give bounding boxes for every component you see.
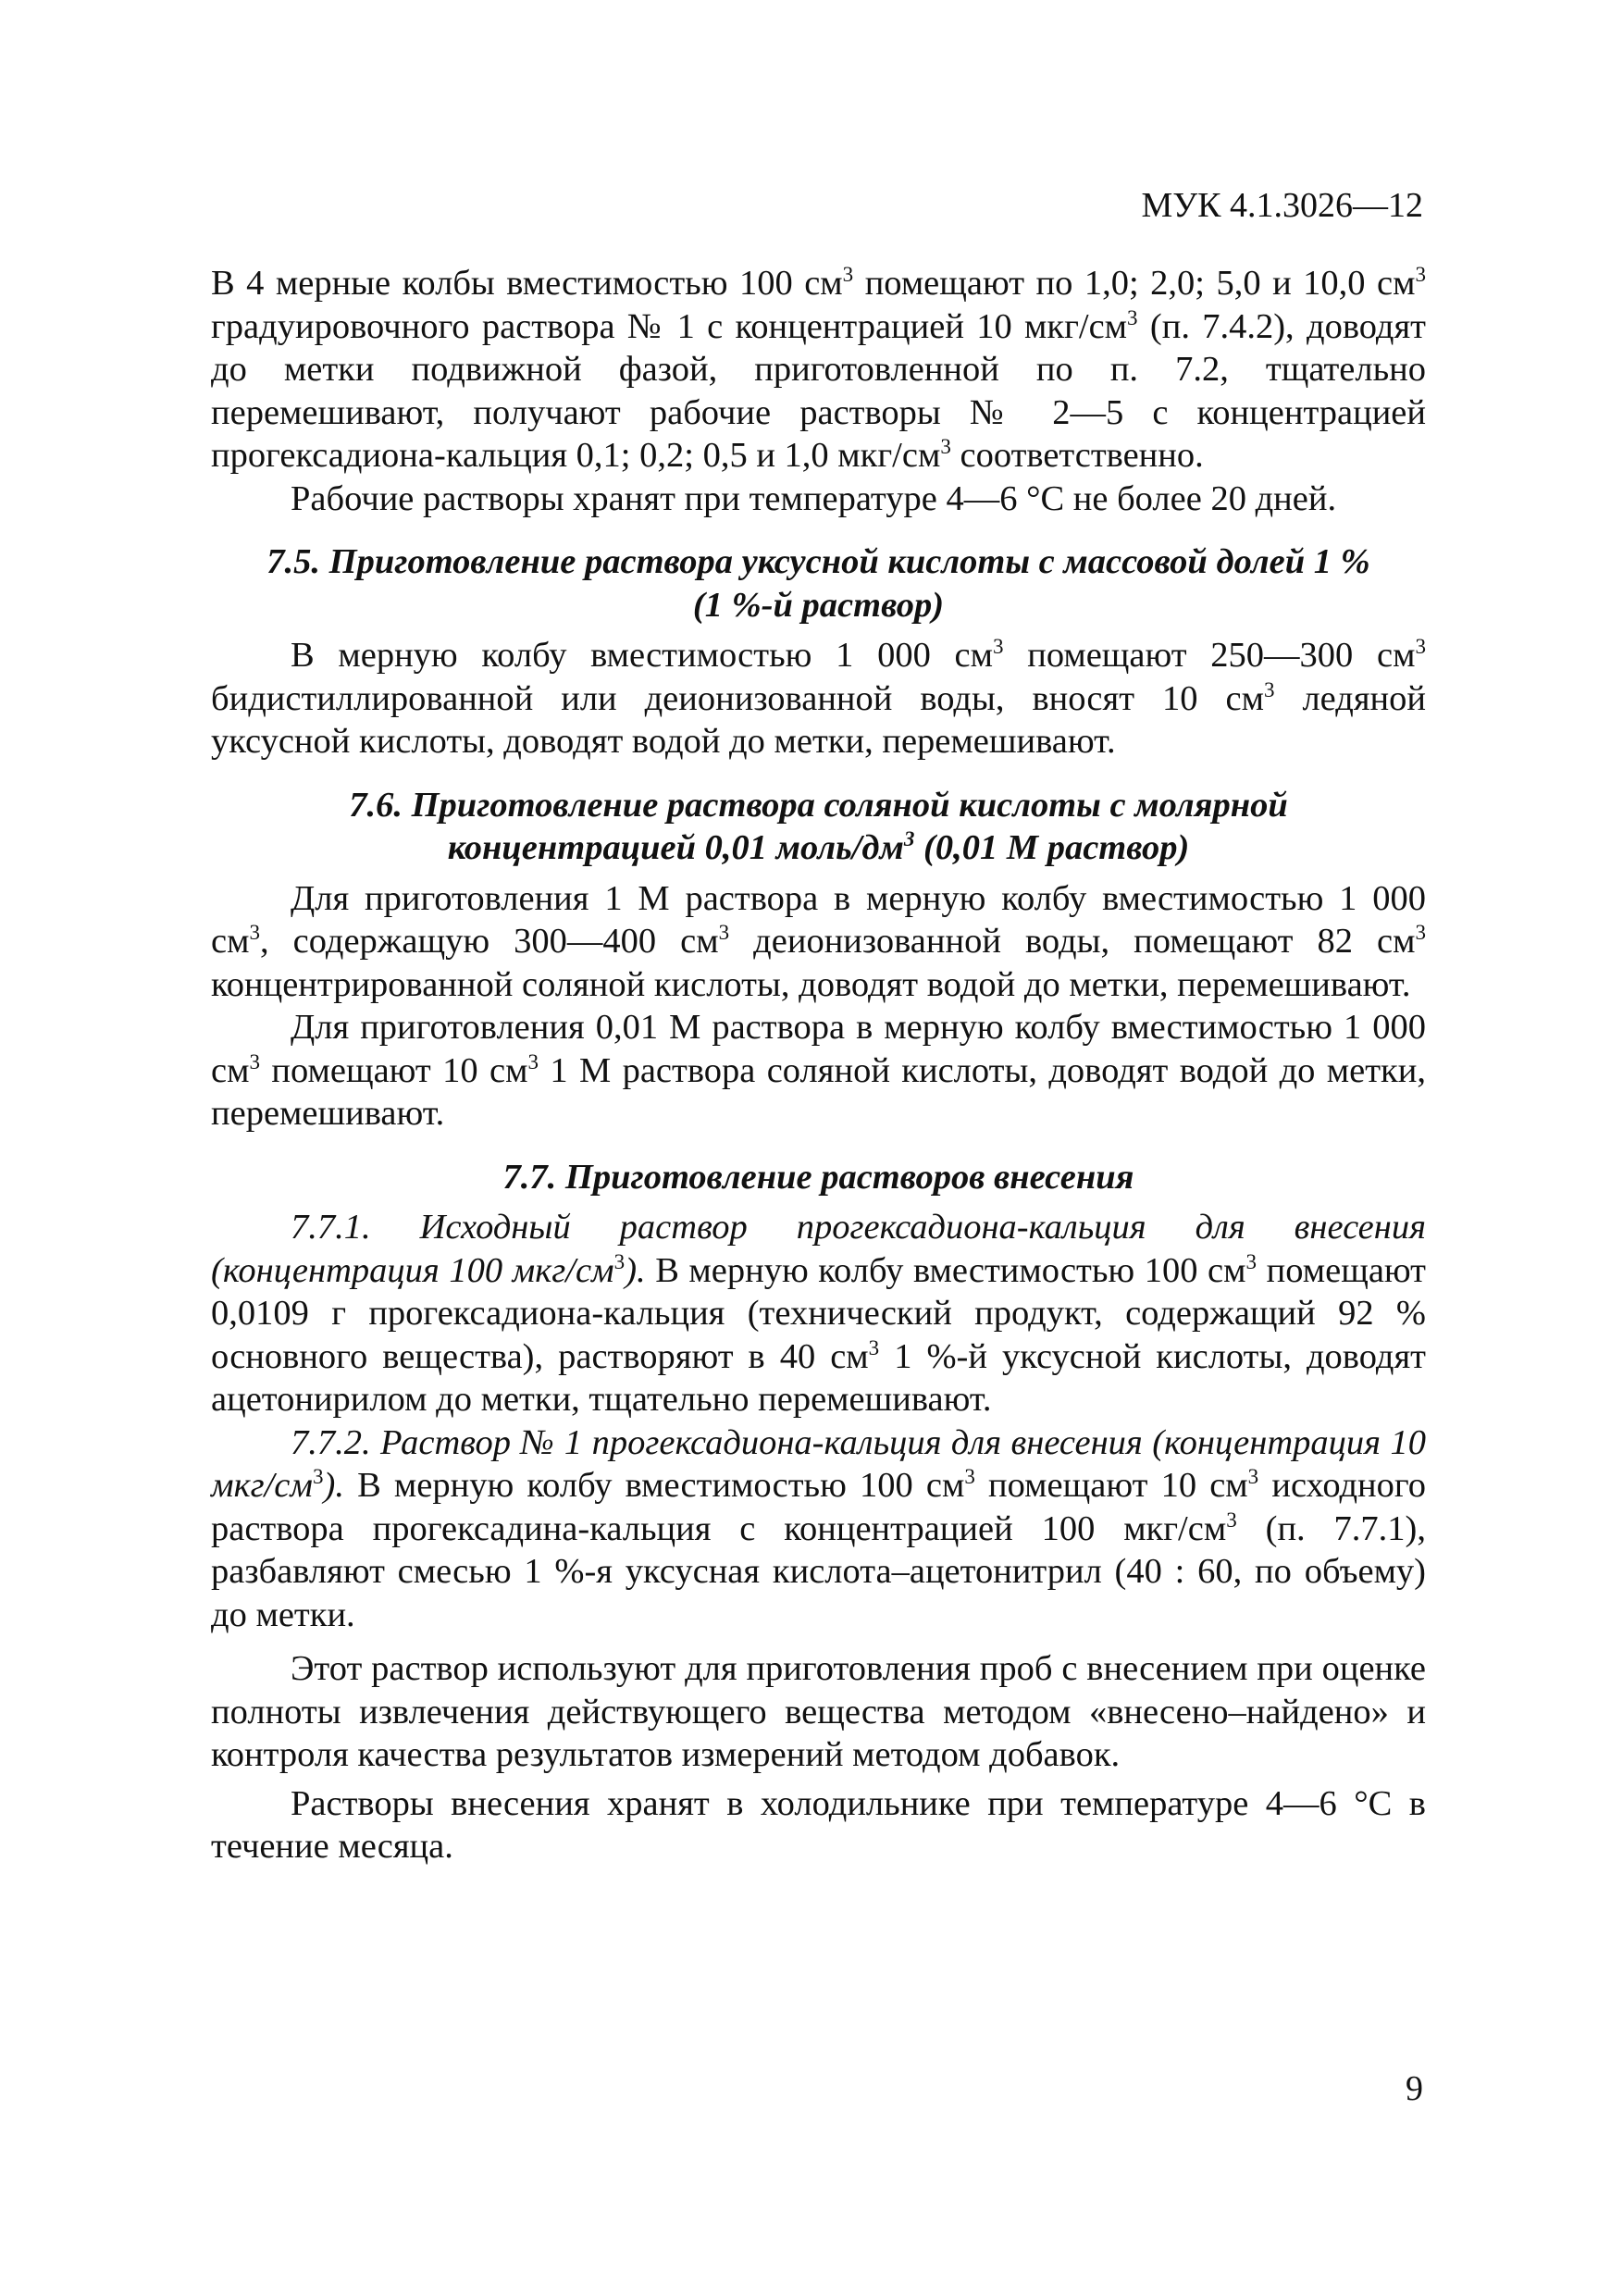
- text-run: Для приготовления 0,01 М раствора в мерную колбу вместимостью 1 000 см: [211, 1008, 1426, 1090]
- text-run: В мерную колбу вместимостью 1 000 см: [291, 636, 993, 675]
- paragraph-usage: Этот раствор используют для приготовления проб с внесением при оценке полноты извлечения действующего вещества методом «внесено–найдено» и контроля качества результатов измерений методом добавок.: [211, 1649, 1426, 1774]
- paragraph-storage: Рабочие растворы хранят при температуре 4—6 °С не более 20 дней.: [291, 478, 1337, 518]
- paragraph-hcl-1m: [211, 877, 1426, 1007]
- superscript: 3: [1415, 634, 1426, 659]
- superscript: 3: [1245, 1248, 1258, 1273]
- superscript: 3: [1415, 262, 1427, 287]
- superscript: 3: [868, 1334, 880, 1359]
- superscript: 3: [1247, 1464, 1259, 1489]
- text-run: градуировочного раствора № 1 с концентрацией 10 мкг/см: [211, 306, 1128, 346]
- text-run: ледяной уксусной кислоты, доводят водой до метки, перемешивают.: [211, 678, 1426, 761]
- text-run: помещают 10 см: [260, 1050, 528, 1090]
- section-heading-7-5: 7.5. Приготовление раствора уксусной кислоты с массовой долей 1 % (1 %-й раствор): [266, 542, 1370, 625]
- paragraph-working-solutions: [211, 262, 1426, 478]
- document-body: [211, 262, 1426, 1868]
- text-run: помещают 250—300 см: [1003, 636, 1416, 675]
- superscript: 3: [1127, 304, 1138, 329]
- paragraph-storage-spike: Растворы внесения хранят в холодильнике при температуре 4—6 °С в течение месяца.: [211, 1783, 1426, 1866]
- text-run: В мерную колбу вместимостью 100 см: [645, 1250, 1246, 1290]
- text-run: 1 М раствора соляной кислоты, доводят водой до метки, перемешивают.: [211, 1050, 1426, 1133]
- superscript: 3: [940, 434, 951, 459]
- text-run: 7.6. Приготовление раствора соляной кислоты с молярной концентрацией 0,01 моль/дм: [349, 785, 1288, 867]
- text-run: помещают 10 см: [974, 1466, 1248, 1505]
- text-run: (п. 7.4.2), доводят до метки подвижной фазой, приготовленной по п. 7.2, тщательно перемешивают, получают рабочие растворы № 2—5 с концентрацией прогексадиона-кальция 0,1; 0,2; 0,5 и 1,0 мкг/см: [211, 306, 1426, 475]
- text-run: 1 %-й уксусной кислоты, доводят ацетонирилом до метки, тщательно перемешивают.: [211, 1336, 1426, 1419]
- paragraph-hcl-001m: [211, 1006, 1426, 1136]
- superscript: 3: [1415, 920, 1426, 945]
- superscript: 3: [903, 826, 915, 851]
- paragraph-stock-solution: [211, 1206, 1426, 1421]
- text-run: (0,01 М раствор): [914, 828, 1190, 867]
- superscript: 3: [249, 920, 260, 945]
- text-run: деионизованной воды, помещают 82 см: [729, 922, 1416, 961]
- superscript: 3: [527, 1049, 539, 1074]
- text-run: (п. 7.7.1), разбавляют смесью 1 %-я уксусная кислота–ацетонитрил (40 : 60, по объему) до метки.: [211, 1508, 1426, 1634]
- text-run: исходного раствора прогексадина-кальция с концентрацией 100 мкг/см: [211, 1466, 1426, 1548]
- text-run: концентрированной соляной кислоты, доводят водой до метки, перемешивают.: [211, 964, 1411, 1004]
- italic-run: 7.7.2. Раствор № 1 прогексадиона-кальция для внесения (концентрация 10 мкг/см: [211, 1422, 1426, 1505]
- document-code-header: МУК 4.1.3026—12: [1141, 186, 1423, 225]
- superscript: 3: [842, 262, 854, 287]
- superscript: 3: [249, 1049, 260, 1074]
- text-run: В 4 мерные колбы вместимостью 100 см: [211, 264, 843, 303]
- superscript: 3: [1263, 676, 1275, 701]
- section-heading-7-6: [211, 784, 1426, 870]
- italic-run: ).: [323, 1466, 344, 1505]
- superscript: 3: [613, 1248, 626, 1273]
- superscript: 3: [312, 1464, 324, 1489]
- section-heading-7-7: 7.7. Приготовление растворов внесения: [502, 1157, 1134, 1197]
- italic-run: ).: [625, 1250, 646, 1290]
- paragraph-solution-1: [211, 1421, 1426, 1637]
- italic-run: 7.7.1. Исходный раствор прогексадиона-кальция для внесения (концентрация 100 мкг/см: [211, 1208, 1426, 1290]
- text-run: помещают 0,0109 г прогексадиона-кальция (технический продукт, содержащий 92 % основного вещества), растворяют в 40 см: [211, 1250, 1427, 1376]
- text-run: , содержащую 300—400 см: [260, 922, 719, 961]
- superscript: 3: [718, 920, 730, 945]
- superscript: 3: [992, 634, 1004, 659]
- superscript: 3: [964, 1464, 975, 1489]
- text-run: бидистиллированной или деионизованной воды, вносят 10 см: [211, 678, 1264, 718]
- text-run: помещают по 1,0; 2,0; 5,0 и 10,0 см: [853, 264, 1416, 303]
- text-run: Для приготовления 1 М раствора в мерную колбу вместимостью 1 000 см: [211, 878, 1426, 961]
- page-number: 9: [1406, 2069, 1423, 2108]
- text-run: соответственно.: [950, 436, 1204, 475]
- paragraph-acetic-acid: [211, 634, 1426, 763]
- superscript: 3: [1226, 1507, 1237, 1532]
- text-run: В мерную колбу вместимостью 100 см: [343, 1466, 965, 1505]
